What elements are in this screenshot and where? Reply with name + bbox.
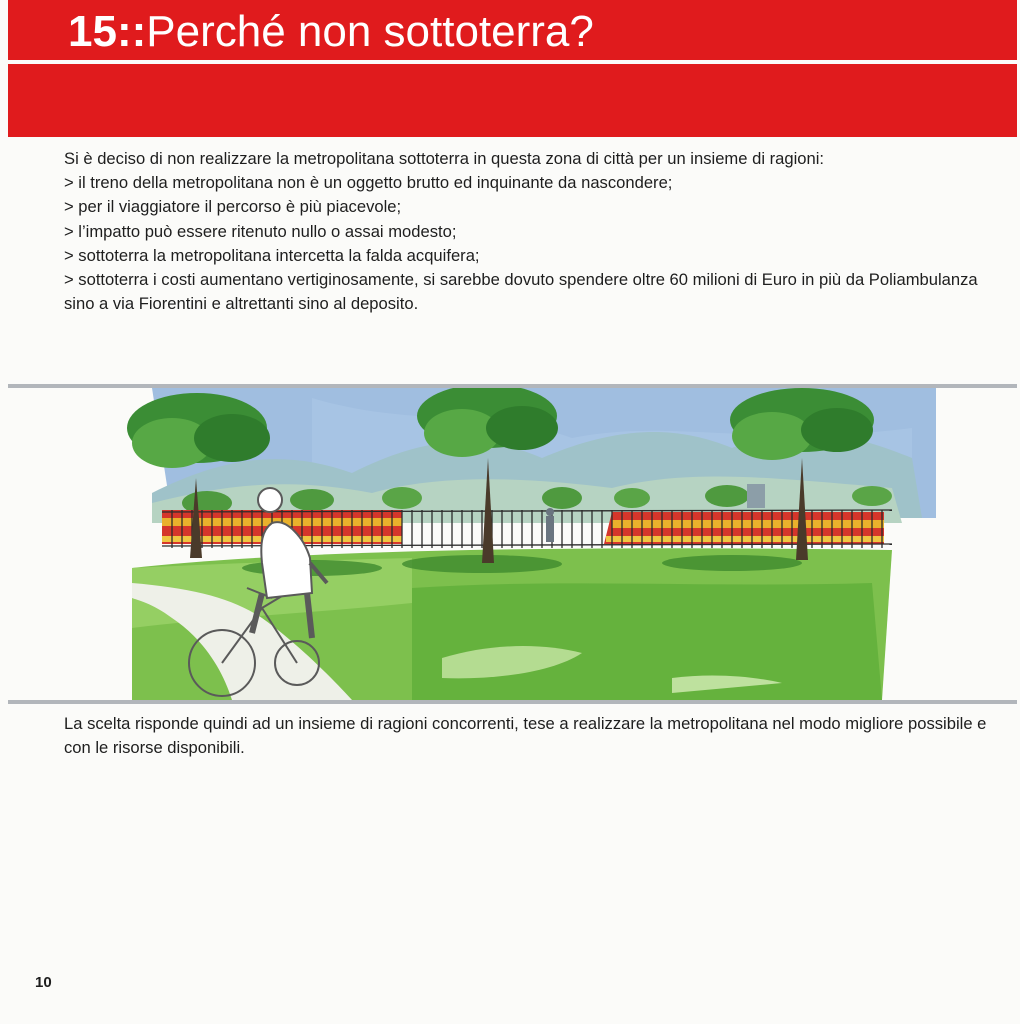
reason-item: > sottoterra i costi aumentano vertiginosamente, si sarebbe dovuto spendere oltre 60 milioni di Euro in più da Poliambulanza sino a via Fiorentini e altrettanti sino al deposito. bbox=[64, 270, 978, 314]
page-number: 10 bbox=[35, 974, 52, 991]
page-title bbox=[68, 4, 594, 60]
closing-paragraph: La scelta risponde quindi ad un insieme di ragioni concorrenti, tese a realizzare la metropolitana nel modo migliore possibile e con le risorse disponibili. bbox=[64, 714, 987, 758]
red-band bbox=[8, 64, 1017, 137]
section-number: 15:: bbox=[68, 7, 147, 56]
title-label: Perché non sottoterra? bbox=[146, 7, 594, 56]
intro-text bbox=[64, 147, 994, 316]
intro-lead: Si è deciso di non realizzare la metropolitana sottoterra in questa zona di città per un insieme di ragioni: bbox=[64, 149, 825, 168]
closing-text bbox=[64, 712, 994, 760]
watercolor-scene bbox=[112, 388, 936, 700]
reason-item: > sottoterra la metropolitana intercetta la falda acquifera; bbox=[64, 245, 480, 265]
title-bar bbox=[8, 0, 1017, 60]
landscape-illustration bbox=[112, 388, 936, 700]
reason-item: > il treno della metropolitana non è un oggetto brutto ed inquinante da nascondere; bbox=[64, 173, 673, 193]
divider-bottom bbox=[8, 700, 1017, 704]
reason-item: > l’impatto può essere ritenuto nullo o assai modesto; bbox=[64, 221, 457, 241]
reason-item: > per il viaggiatore il percorso è più piacevole; bbox=[64, 197, 402, 217]
